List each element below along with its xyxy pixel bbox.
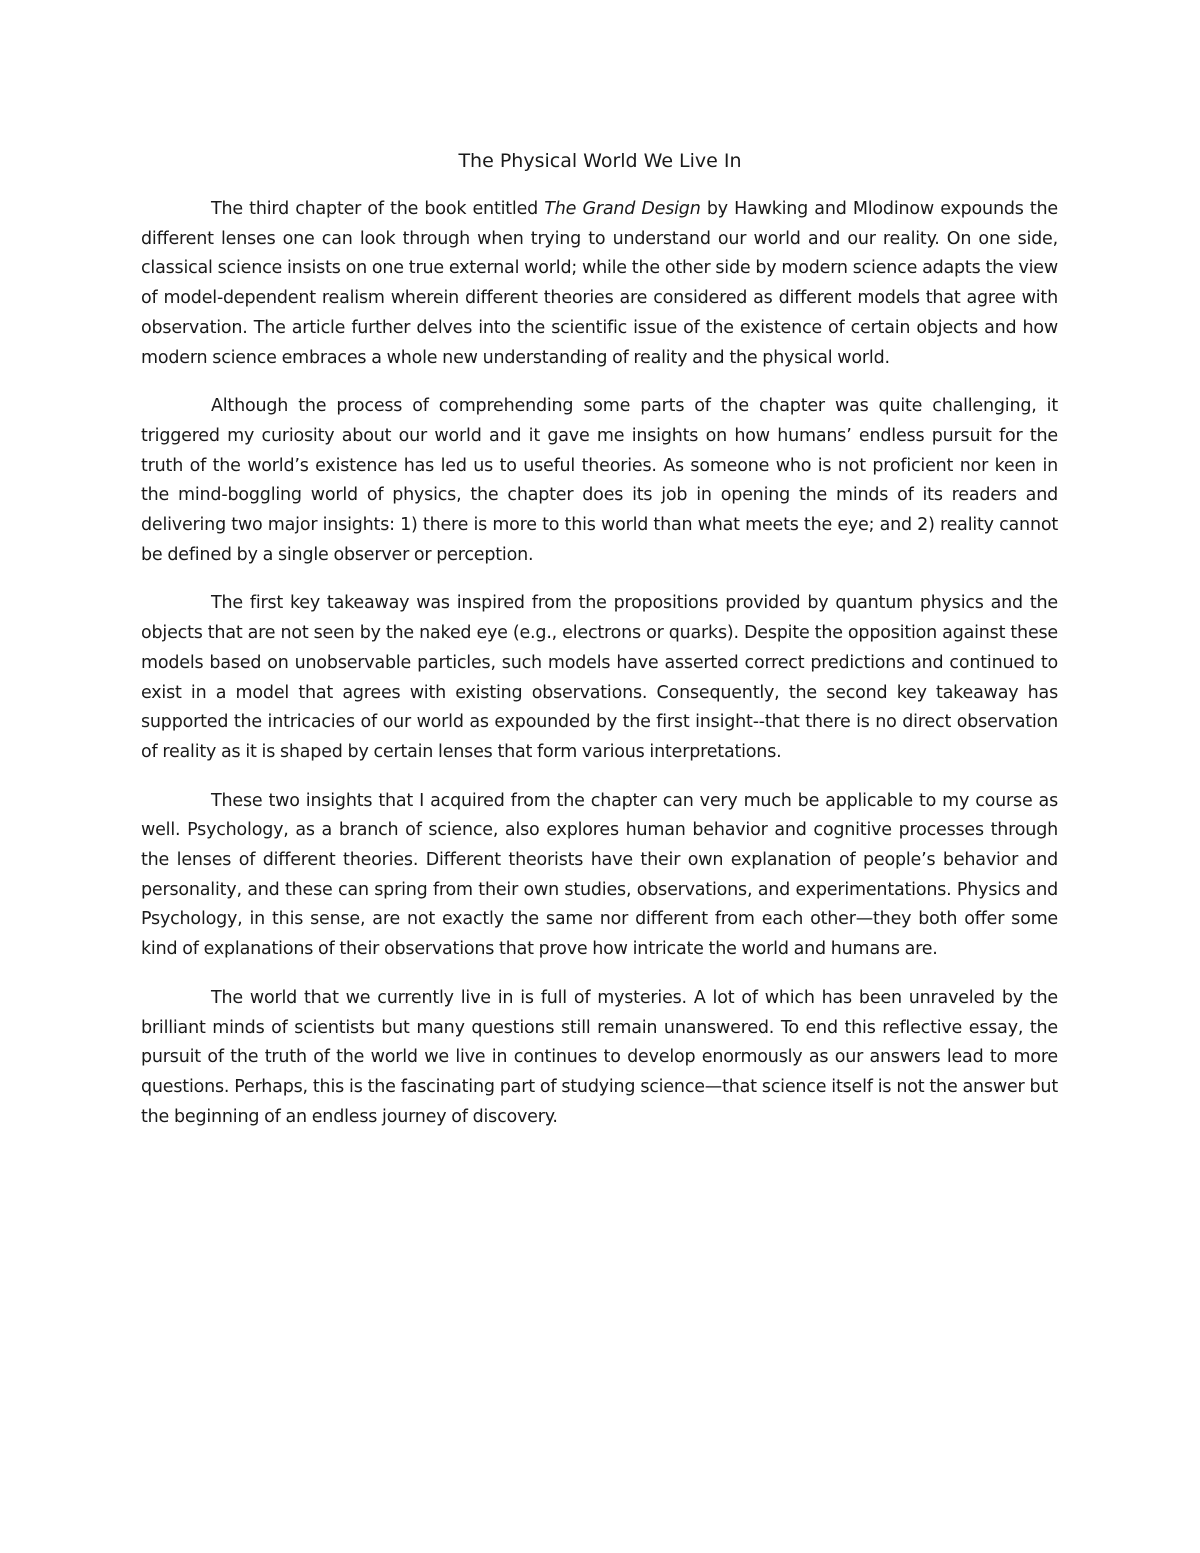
paragraph-1-text-before: The third chapter of the book entitled — [211, 199, 545, 219]
paragraph-4: These two insights that I acquired from the chapter can very much be applicable to my course as well. Psychology, as a branch of science, also explores human behavior and cognitive processes through the lenses of different theories. Different theorists have their own explanation of people’s behavior and personality, and these can spring from their own studies, observations, and experimentations. Physics and Psychology, in this sense, are not exactly the same nor different from each other—they both offer some kind of explanations of their observations that prove how intricate the world and humans are. — [141, 790, 1058, 960]
paragraph-3: The first key takeaway was inspired from the propositions provided by quantum physics and the objects that are not seen by the naked eye (e.g., electrons or quarks). Despite the opposition against these models based on unobservable particles, such models have asserted correct predictions and continued to exist in a model that agrees with existing observations. Consequently, the second key takeaway has supported the intricacies of our world as expounded by the first insight--that there is no direct observation of reality as it is shaped by certain lenses that form various interpretations. — [141, 593, 1058, 762]
paragraph-1-text-after: by Hawking and Mlodinow expounds the different lenses one can look through when trying to understand our world and our reality. On one side, classical science insists on one true external world; while the other side by modern science adapts the view of model-dependent realism wherein different theories are considered as different models that agree with observation. The article further delves into the scientific issue of the existence of certain objects and how modern science embraces a whole new understanding of reality and the physical world. — [141, 199, 1059, 368]
paragraph-5: The world that we currently live in is full of mysteries. A lot of which has been unraveled by the brilliant minds of scientists but many questions still remain unanswered. To end this reflective essay, the pursuit of the truth of the world we live in continues to develop enormously as our answers lead to more questions. Perhaps, this is the fascinating part of studying science—that science itself is not the answer but the beginning of an endless journey of discovery. — [141, 987, 1058, 1127]
document-title: The Physical World We Live In — [458, 150, 742, 172]
paragraph-2: Although the process of comprehending some parts of the chapter was quite challenging, it triggered my curiosity about our world and it gave me insights on how humans’ endless pursuit for the truth of the world’s existence has led us to useful theories. As someone who is not proficient nor keen in the mind-boggling world of physics, the chapter does its job in opening the minds of its readers and delivering two major insights: 1) there is more to this world than what meets the eye; and 2) reality cannot be defined by a single observer or perception. — [141, 396, 1058, 565]
paragraph-1 — [141, 195, 1058, 373]
document-body — [141, 195, 1058, 1151]
book-title-italic: The Grand Design — [544, 199, 701, 219]
